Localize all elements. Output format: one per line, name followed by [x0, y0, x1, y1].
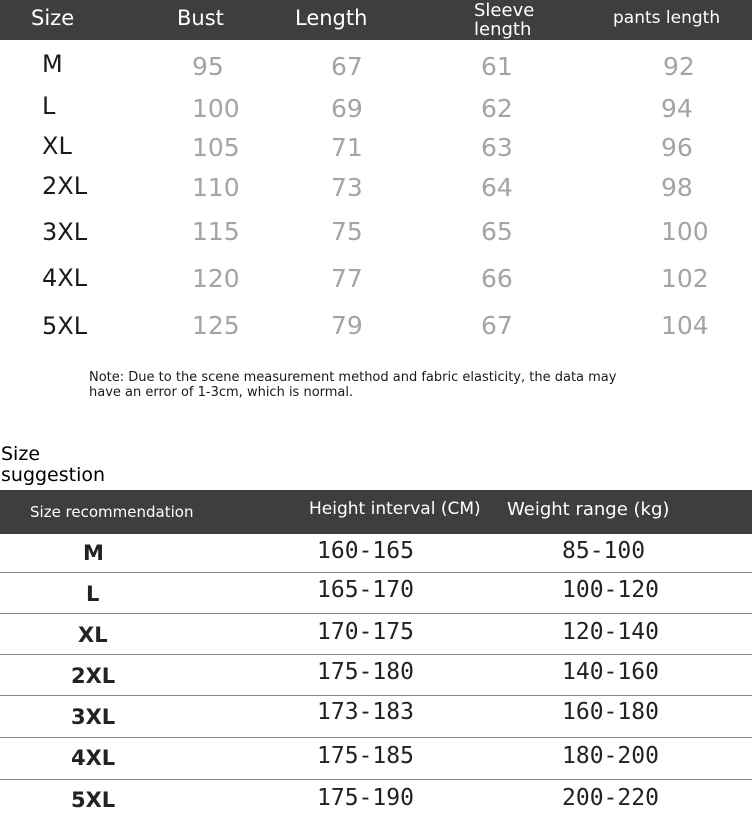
cell-size: 3XL — [71, 705, 116, 729]
cell-sleeve: 62 — [481, 94, 513, 123]
cell-length: 77 — [331, 264, 363, 293]
header-bust: Bust — [177, 6, 224, 30]
cell-sleeve: 61 — [481, 52, 513, 81]
cell-sleeve: 67 — [481, 311, 513, 340]
cell-pants: 104 — [661, 311, 709, 340]
cell-weight: 200-220 — [562, 785, 659, 811]
cell-length: 75 — [331, 217, 363, 246]
header-height-interval: Height interval (CM) — [309, 499, 481, 519]
row-divider — [0, 779, 752, 780]
cell-size: 5XL — [71, 788, 116, 812]
cell-height: 165-170 — [317, 577, 414, 603]
header-sleeve-length — [474, 1, 534, 39]
header-sleeve-line2: length — [474, 19, 532, 40]
cell-size: M — [42, 50, 63, 78]
cell-height: 175-180 — [317, 659, 414, 685]
cell-height: 175-190 — [317, 785, 414, 811]
cell-size: 4XL — [71, 746, 116, 770]
cell-sleeve: 65 — [481, 217, 513, 246]
cell-weight: 100-120 — [562, 577, 659, 603]
cell-pants: 92 — [663, 52, 695, 81]
row-divider — [0, 572, 752, 573]
cell-length: 67 — [331, 52, 363, 81]
cell-weight: 160-180 — [562, 699, 659, 725]
cell-size: L — [42, 92, 56, 120]
cell-pants: 100 — [661, 217, 709, 246]
cell-height: 173-183 — [317, 699, 414, 725]
note-line1: Note: Due to the scene measurement method and fabric elasticity, the data may — [89, 370, 617, 385]
cell-bust: 115 — [192, 217, 240, 246]
cell-weight: 180-200 — [562, 743, 659, 769]
row-divider — [0, 613, 752, 614]
cell-size: XL — [78, 623, 108, 647]
row-divider — [0, 654, 752, 655]
row-divider — [0, 695, 752, 696]
cell-size: M — [83, 541, 104, 565]
cell-weight: 85-100 — [562, 538, 646, 564]
cell-length: 71 — [331, 133, 363, 162]
cell-bust: 100 — [192, 94, 240, 123]
cell-size: 3XL — [42, 218, 88, 246]
note-line2: have an error of 1-3cm, which is normal. — [89, 385, 354, 400]
cell-sleeve: 63 — [481, 133, 513, 162]
cell-bust: 125 — [192, 311, 240, 340]
title-line1: Size — [1, 443, 41, 465]
cell-pants: 98 — [661, 173, 693, 202]
cell-size: L — [86, 582, 100, 606]
cell-size: XL — [42, 132, 72, 160]
cell-weight: 140-160 — [562, 659, 659, 685]
cell-pants: 94 — [661, 94, 693, 123]
cell-bust: 105 — [192, 133, 240, 162]
header-sleeve-line1: Sleeve — [474, 0, 535, 21]
header-size: Size — [31, 6, 75, 30]
header-length: Length — [295, 6, 368, 30]
cell-size: 4XL — [42, 264, 88, 292]
cell-height: 175-185 — [317, 743, 414, 769]
cell-bust: 120 — [192, 264, 240, 293]
cell-sleeve: 66 — [481, 264, 513, 293]
cell-length: 69 — [331, 94, 363, 123]
cell-sleeve: 64 — [481, 173, 513, 202]
title-line2: suggestion — [1, 464, 106, 486]
suggestion-table-header — [0, 490, 752, 534]
cell-height: 170-175 — [317, 619, 414, 645]
header-weight-range: Weight range (kg) — [507, 499, 670, 520]
cell-pants: 96 — [661, 133, 693, 162]
cell-height: 160-165 — [317, 538, 414, 564]
cell-size: 2XL — [71, 664, 116, 688]
cell-length: 73 — [331, 173, 363, 202]
row-divider — [0, 737, 752, 738]
cell-weight: 120-140 — [562, 619, 659, 645]
cell-size: 5XL — [42, 312, 88, 340]
cell-size: 2XL — [42, 172, 88, 200]
size-table-header — [0, 0, 752, 40]
cell-length: 79 — [331, 311, 363, 340]
cell-bust: 110 — [192, 173, 240, 202]
size-suggestion-title — [1, 444, 105, 486]
header-pants-length: pants length — [613, 8, 721, 28]
measurement-note — [89, 370, 616, 400]
cell-pants: 102 — [661, 264, 709, 293]
cell-bust: 95 — [192, 52, 224, 81]
header-size-recommendation: Size recommendation — [30, 503, 194, 521]
